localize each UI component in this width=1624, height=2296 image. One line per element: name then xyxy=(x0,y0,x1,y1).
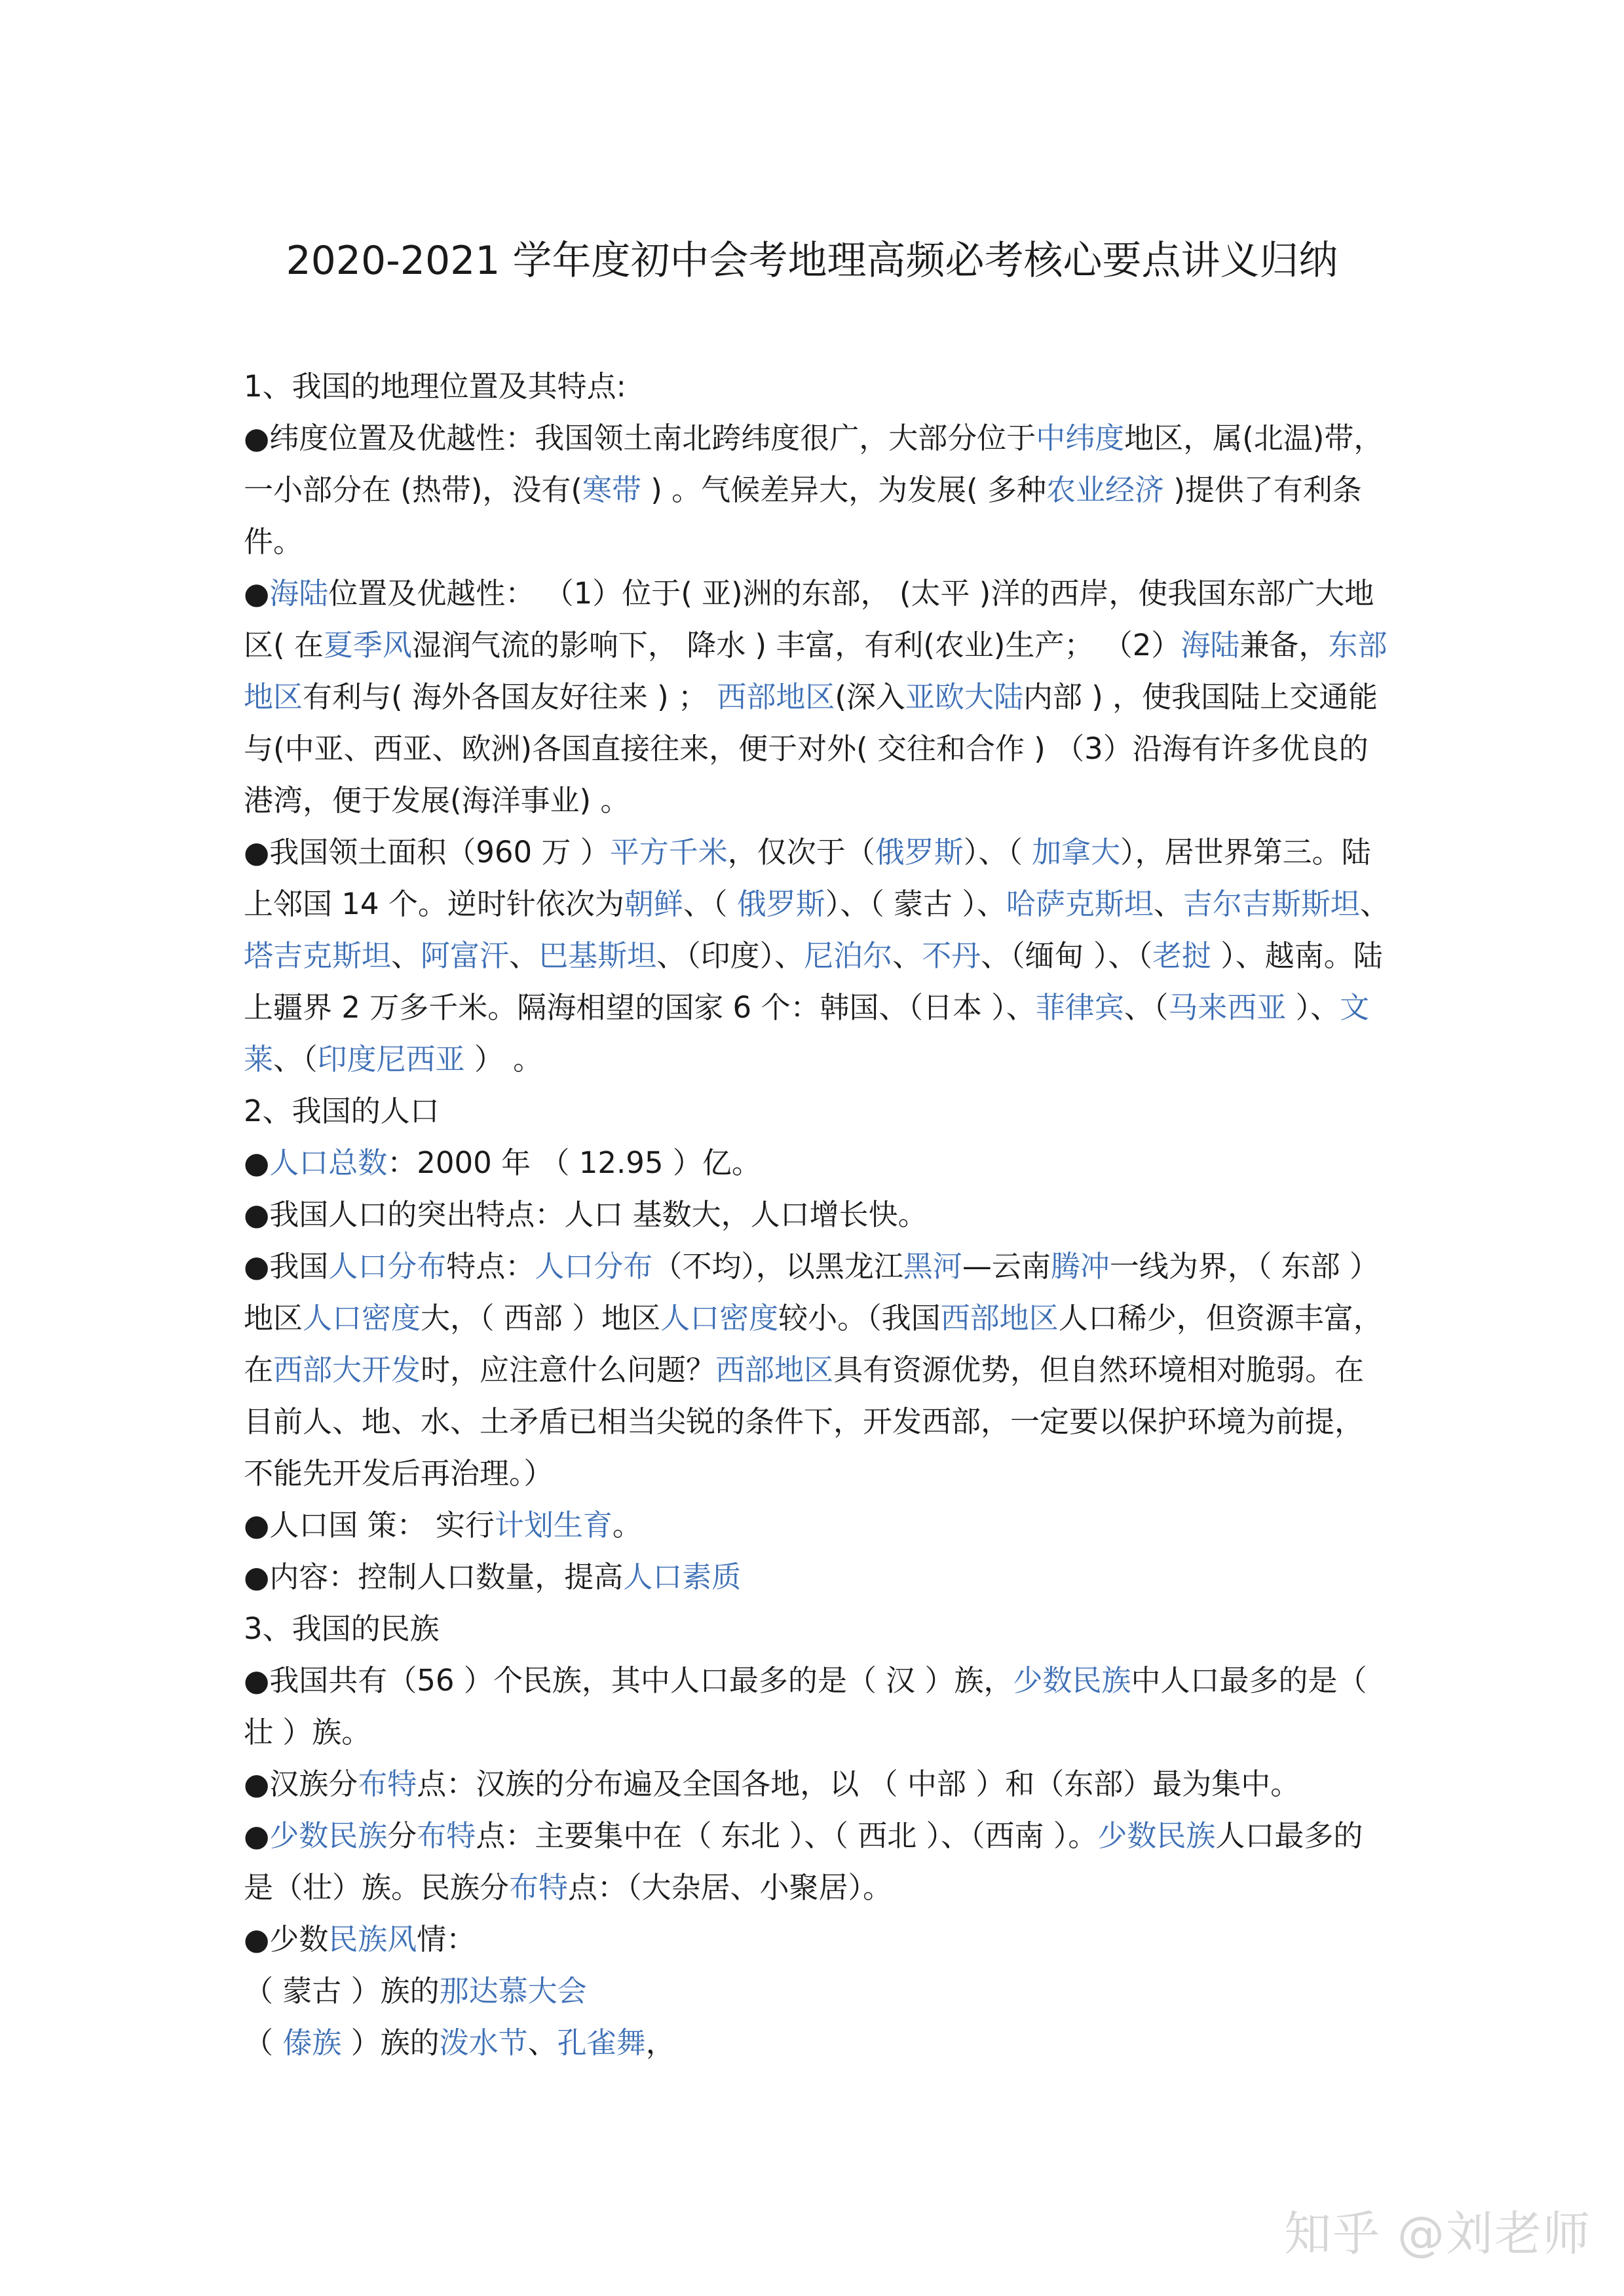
paragraph-text: ●纬度位置及优越性：我国领土南北跨纬度很广，大部分位于 xyxy=(244,421,1036,455)
paragraph-text: ） 。 xyxy=(464,1042,543,1077)
paragraph-text: 、（缅甸 ）、（ xyxy=(981,938,1152,973)
paragraph-text: 、 xyxy=(892,938,922,973)
paragraph-text: 1、我国的地理位置及其特点: xyxy=(244,369,626,404)
paragraph xyxy=(244,1655,1390,1758)
paragraph xyxy=(244,826,1390,1085)
keyword-link[interactable]: 西部地区 xyxy=(715,1352,834,1387)
paragraph-text: 、（ xyxy=(273,1042,318,1077)
keyword-link[interactable]: 夏季风 xyxy=(323,628,412,662)
paragraph-text: 。 xyxy=(612,1508,642,1542)
paragraph xyxy=(244,1810,1390,1913)
paragraph-text: ）、 xyxy=(1286,990,1340,1025)
paragraph-text: ●我国领土面积（960 万 ） xyxy=(244,835,610,870)
paragraph-text: 点：（大杂居、小聚居）。 xyxy=(568,1870,893,1905)
keyword-link[interactable]: 布特 xyxy=(417,1818,476,1853)
paragraph-text: 情： xyxy=(417,1922,476,1957)
document-title: 2020-2021 学年度初中会考地理高频必考核心要点讲义归纳 xyxy=(286,238,1338,284)
paragraph xyxy=(244,1137,1390,1189)
keyword-link[interactable]: 巴基斯坦 xyxy=(538,938,657,973)
keyword-link[interactable]: 东部地区 xyxy=(244,628,1388,714)
paragraph-text: 地区，属(北温)带，一小部分在 (热带)，没有( xyxy=(244,421,1384,507)
paragraph-text: 中人口最多的是（ 壮 ）族。 xyxy=(244,1663,1367,1750)
paragraph-text: 2、我国的人口 xyxy=(244,1094,440,1128)
paragraph-text: ，仅次于（ xyxy=(727,835,875,870)
keyword-link[interactable]: 阿富汗 xyxy=(421,938,510,973)
paragraph-text: 人口稀少，但资源丰富，在 xyxy=(244,1301,1383,1387)
keyword-link[interactable]: 中纬度 xyxy=(1036,421,1125,455)
keyword-link[interactable]: 西部大开发 xyxy=(273,1352,421,1387)
watermark: 知乎 @刘老师 xyxy=(1284,2206,1591,2261)
paragraph xyxy=(244,1913,1390,1965)
paragraph-text: 、（ xyxy=(683,887,737,921)
paragraph-text: ， xyxy=(645,2025,675,2060)
keyword-link[interactable]: 傣族 xyxy=(282,2025,342,2060)
keyword-link[interactable]: 黑河 xyxy=(903,1249,962,1284)
paragraph-text: 特点： xyxy=(446,1249,535,1284)
keyword-link[interactable]: 尼泊尔 xyxy=(804,938,893,973)
keyword-link[interactable]: 布特 xyxy=(358,1767,417,1801)
keyword-link[interactable]: 寒带 xyxy=(582,472,641,507)
paragraph-text: ●少数 xyxy=(244,1922,329,1957)
keyword-link[interactable]: 孔雀舞 xyxy=(557,2025,646,2060)
keyword-link[interactable]: 文莱 xyxy=(244,990,1370,1077)
keyword-link[interactable]: 菲律宾 xyxy=(1035,990,1124,1025)
paragraph-text: 、 xyxy=(527,2025,557,2060)
keyword-link[interactable]: 西部地区 xyxy=(717,679,835,714)
paragraph-text: 3、我国的民族 xyxy=(244,1611,440,1646)
keyword-link[interactable]: 布特 xyxy=(509,1870,569,1905)
paragraph xyxy=(244,1965,1390,2017)
keyword-link[interactable]: 少数民族 xyxy=(1013,1663,1131,1698)
keyword-link[interactable]: 少数民族 xyxy=(269,1818,388,1853)
keyword-link[interactable]: 朝鲜 xyxy=(624,887,683,921)
paragraph-text: (深入 xyxy=(835,679,905,714)
document-body xyxy=(244,360,1390,2069)
paragraph-text: 、 xyxy=(391,938,421,973)
paragraph-text: 具有资源优势，但自然环境相对脆弱。在目前人、地、水、土矛盾已相当尖锐的条件下，开发西部，一定要以保护环境为前提，不能先开发后再治理。） xyxy=(244,1352,1365,1491)
paragraph-text: ● xyxy=(244,1145,270,1180)
keyword-link[interactable]: 人口总数 xyxy=(269,1145,388,1180)
paragraph-text: 大，（ 西部 ）地区 xyxy=(421,1301,661,1335)
paragraph-text: ●内容：控制人口数量，提高 xyxy=(244,1559,624,1594)
paragraph-text: ●我国共有（56 ）个民族，其中人口最多的是（ 汉 ）族， xyxy=(244,1663,1013,1698)
paragraph-text: ●我国人口的突出特点：人口 基数大，人口增长快。 xyxy=(244,1197,928,1232)
keyword-link[interactable]: 人口素质 xyxy=(623,1559,742,1594)
keyword-link[interactable]: 亚欧大陆 xyxy=(905,679,1023,714)
paragraph-text: ）、（ 蒙古 ）、 xyxy=(825,887,1006,921)
paragraph-text: 、（ xyxy=(1124,990,1169,1025)
keyword-link[interactable]: 民族风 xyxy=(328,1922,417,1957)
keyword-link[interactable]: 农业经济 xyxy=(1046,472,1165,507)
keyword-link[interactable]: 老挝 xyxy=(1152,938,1211,973)
paragraph-text: ）、（ xyxy=(963,835,1032,870)
paragraph-text: （ 蒙古 ）族的 xyxy=(244,1974,440,2008)
keyword-link[interactable]: 西部地区 xyxy=(940,1301,1059,1335)
paragraph xyxy=(244,1758,1390,1810)
paragraph xyxy=(244,1551,1390,1603)
paragraph-text: 湿润气流的影响下， 降水 ) 丰富，有利(农业)生产； （2） xyxy=(411,628,1181,662)
paragraph xyxy=(244,2017,1390,2069)
paragraph-text: 较小。（我国 xyxy=(778,1301,941,1335)
keyword-link[interactable]: 人口密度 xyxy=(303,1301,421,1335)
paragraph-text: 、 xyxy=(509,938,539,973)
keyword-link[interactable]: 塔吉克斯坦 xyxy=(244,938,392,973)
paragraph xyxy=(244,1499,1390,1551)
paragraph-text: 有利与( 海外各国友好往来 ) ； xyxy=(303,679,717,714)
paragraph-text: 位置及优越性： （1）位于( 亚)洲的东部， (太平 )洋的西岸，使我国东部广大地区( 在 xyxy=(244,576,1374,662)
paragraph-text: 一线为界，（ 东部 ）地区 xyxy=(244,1249,1379,1335)
paragraph-text: ），居世界第三。陆上邻国 14 个。逆时针依次为 xyxy=(244,835,1371,921)
paragraph-text: —云南 xyxy=(962,1249,1051,1284)
paragraph-text: （不均），以黑龙江 xyxy=(652,1249,903,1284)
paragraph xyxy=(244,567,1390,826)
paragraph-text: 内部 ) ，使我国陆上交通能与(中亚、西亚、欧洲)各国直接往来，便于对外( 交往和合作 ) （3）沿海有许多优良的港湾，便于发展(海洋事业) 。 xyxy=(244,679,1378,818)
keyword-link[interactable]: 加拿大 xyxy=(1032,835,1121,870)
paragraph xyxy=(244,360,1390,412)
paragraph-text: 分 xyxy=(387,1818,417,1853)
keyword-link[interactable]: 俄罗斯 xyxy=(875,835,964,870)
paragraph-text: 、 xyxy=(1153,887,1183,921)
paragraph-text: )提供了有利条件。 xyxy=(244,472,1362,559)
keyword-link[interactable]: 海陆 xyxy=(269,576,329,611)
keyword-link[interactable]: 泼水节 xyxy=(439,2025,528,2060)
keyword-link[interactable]: 俄罗斯 xyxy=(736,887,825,921)
paragraph-text: ●人口国 策： 实行 xyxy=(244,1508,495,1542)
keyword-link[interactable]: 人口分布 xyxy=(535,1249,653,1284)
paragraph-text: 点：主要集中在（ 东北 ）、（ 西北 ）、（西南 ）。 xyxy=(476,1818,1098,1853)
paragraph-text: 、（印度）、 xyxy=(656,938,804,973)
keyword-link[interactable]: 印度尼西亚 xyxy=(317,1042,465,1077)
paragraph-text: ）族的 xyxy=(341,2025,440,2060)
paragraph xyxy=(244,1085,1390,1137)
keyword-link[interactable]: 哈萨克斯坦 xyxy=(1006,887,1154,921)
keyword-link[interactable]: 人口分布 xyxy=(328,1249,447,1284)
paragraph-text: 、 xyxy=(1359,887,1389,921)
paragraph-text: ● xyxy=(244,576,270,611)
keyword-link[interactable]: 平方千米 xyxy=(609,835,728,870)
paragraph-text: 人口最多的是（壮）族。民族分 xyxy=(244,1818,1363,1905)
paragraph-text: 时，应注意什么问题？ xyxy=(421,1352,716,1387)
keyword-link[interactable]: 人口密度 xyxy=(660,1301,779,1335)
paragraph-text: ）、越南。陆上疆界 2 万多千米。隔海相望的国家 6 个：韩国、（日本 ）、 xyxy=(244,938,1383,1025)
paragraph xyxy=(244,1240,1390,1499)
paragraph-text: （ xyxy=(244,2025,283,2060)
keyword-link[interactable]: 那达慕大会 xyxy=(439,1974,587,2008)
keyword-link[interactable]: 马来西亚 xyxy=(1168,990,1287,1025)
paragraph-text: 兼备， xyxy=(1239,628,1329,662)
keyword-link[interactable]: 腾冲 xyxy=(1050,1249,1110,1284)
paragraph-text: ) 。气候差异大，为发展( 多种 xyxy=(641,472,1047,507)
keyword-link[interactable]: 计划生育 xyxy=(494,1508,613,1542)
keyword-link[interactable]: 海陆 xyxy=(1180,628,1240,662)
keyword-link[interactable]: 不丹 xyxy=(922,938,981,973)
paragraph xyxy=(244,1603,1390,1655)
paragraph-text: ●我国 xyxy=(244,1249,329,1284)
keyword-link[interactable]: 吉尔吉斯斯坦 xyxy=(1182,887,1360,921)
paragraph xyxy=(244,1189,1390,1240)
keyword-link[interactable]: 少数民族 xyxy=(1097,1818,1216,1853)
paragraph-text: ●汉族分 xyxy=(244,1767,358,1801)
paragraph-text: ：2000 年 （ 12.95 ）亿。 xyxy=(387,1145,761,1180)
paragraph xyxy=(244,412,1390,567)
paragraph-text: ● xyxy=(244,1818,270,1853)
paragraph-text: 点：汉族的分布遍及全国各地，以 （ 中部 ）和（东部）最为集中。 xyxy=(417,1767,1300,1801)
